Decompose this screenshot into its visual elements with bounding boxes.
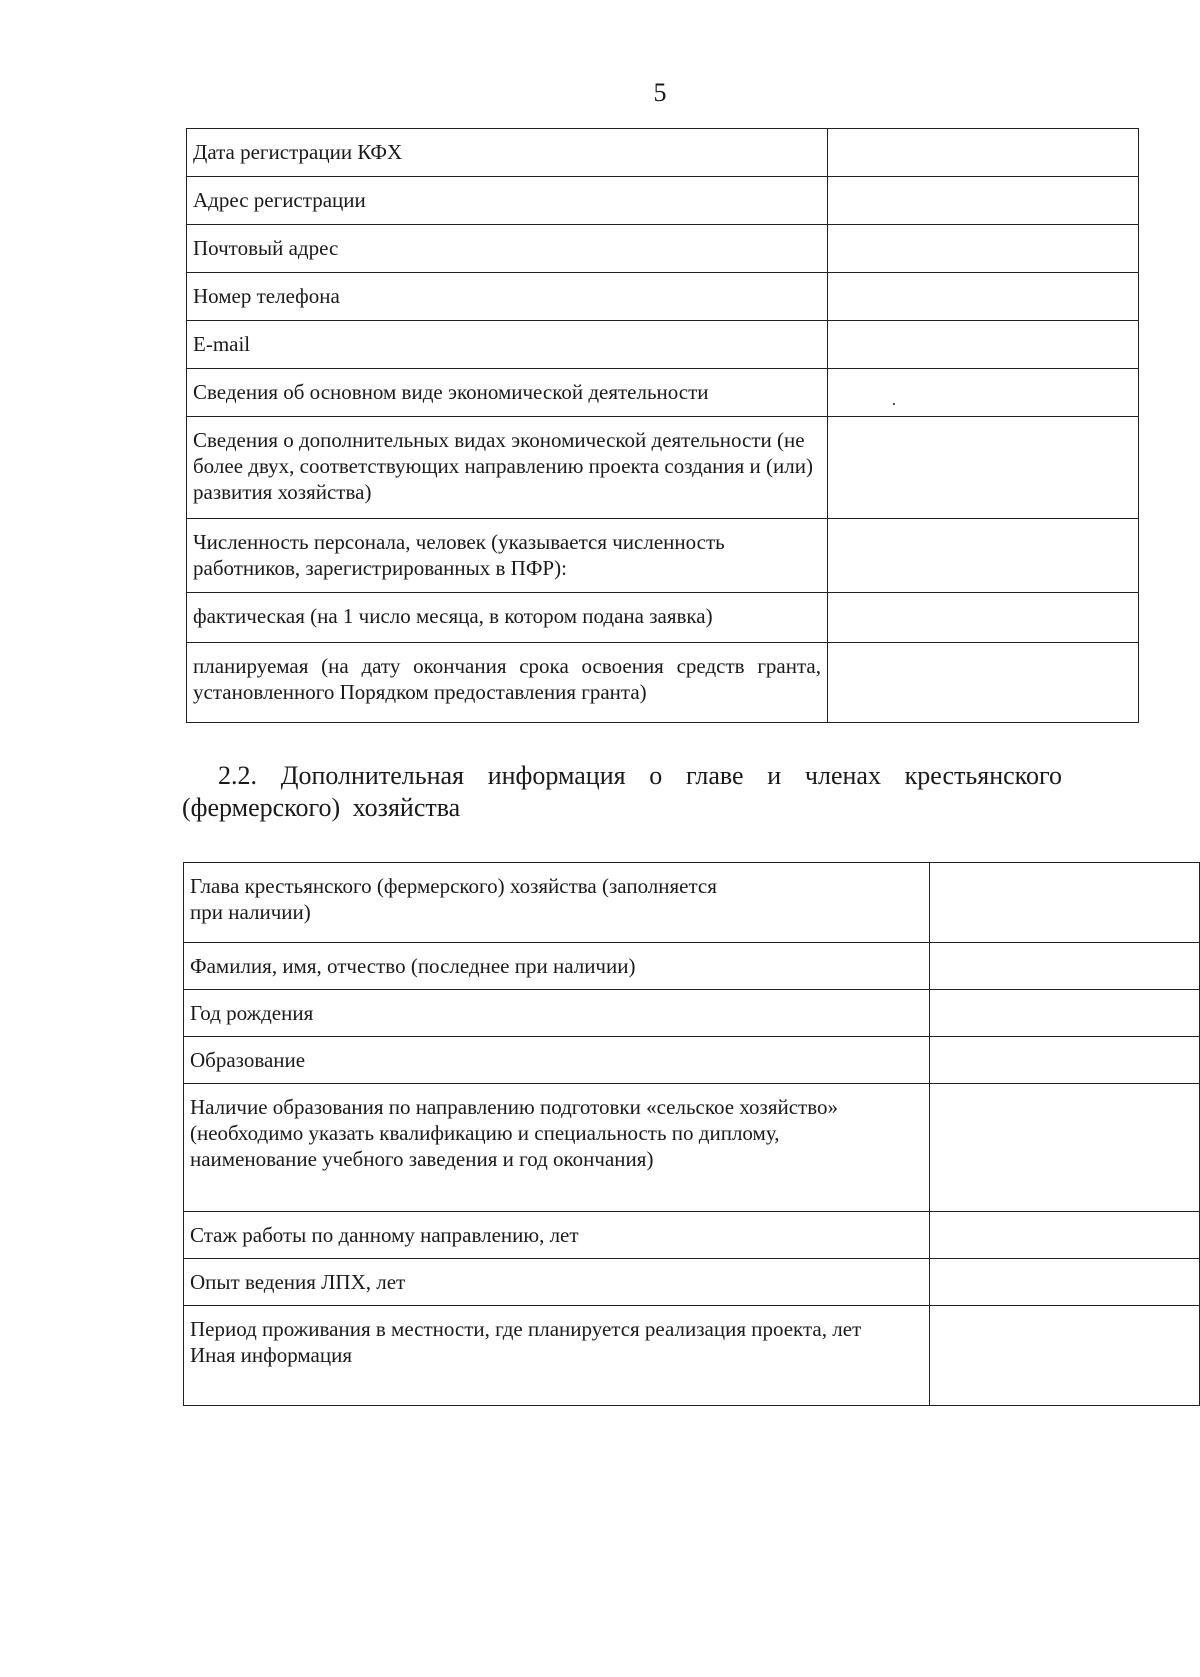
row-label-agri-education: Наличие образования по направлению подготовки «сельское хозяйство» (необходимо указать квалификацию и специальность по диплому, наименование учебного заведения и год окончания) (184, 1084, 930, 1212)
row-label-phone: Номер телефона (187, 273, 828, 321)
row-label-education: Образование (184, 1037, 930, 1084)
table-row (187, 129, 1139, 177)
row-value-registration-date[interactable] (828, 129, 1139, 177)
table-row (187, 593, 1139, 643)
table-row (184, 1084, 1200, 1212)
row-value-full-name[interactable] (930, 943, 1200, 990)
row-label-residence-period (184, 1306, 930, 1406)
row-value-staff-count[interactable] (828, 519, 1139, 593)
table-row (184, 943, 1200, 990)
section-heading-line2: (фермерского) хозяйства (182, 793, 461, 822)
table-row (187, 321, 1139, 369)
table-row (184, 1212, 1200, 1259)
table-row (184, 863, 1200, 943)
row-value-lph-experience[interactable] (930, 1259, 1200, 1306)
table-row (187, 643, 1139, 723)
row-label-work-experience: Стаж работы по данному направлению, лет (184, 1212, 930, 1259)
row-value-staff-planned[interactable] (828, 643, 1139, 723)
row-value-agri-education[interactable] (930, 1084, 1200, 1212)
table-row (184, 1037, 1200, 1084)
row-value-work-experience[interactable] (930, 1212, 1200, 1259)
table-row (187, 225, 1139, 273)
row-label-staff-planned: планируемая (на дату окончания срока освоения средств гранта, установленного Порядком предоставления гранта) (187, 643, 828, 723)
row-value-birth-year[interactable] (930, 990, 1200, 1037)
table-row (187, 519, 1139, 593)
row-label-additional-activities: Сведения о дополнительных видах экономической деятельности (не более двух, соответствующих направлению проекта создания и (или) развития хозяйства) (187, 417, 828, 519)
row-label-lph-experience: Опыт ведения ЛПХ, лет (184, 1259, 930, 1306)
table-row (187, 177, 1139, 225)
scan-speck (893, 403, 895, 405)
row-label-email: E-mail (187, 321, 828, 369)
farm-head-table (183, 862, 1200, 1406)
row-value-postal-address[interactable] (828, 225, 1139, 273)
kfh-info-table (186, 128, 1139, 723)
section-heading (182, 760, 1062, 824)
row-value-education[interactable] (930, 1037, 1200, 1084)
page-number: 5 (653, 78, 667, 107)
section-heading-line1: 2.2. Дополнительная информация о главе и членах крестьянского (218, 761, 1062, 790)
row-label-registration-date: Дата регистрации КФХ (187, 129, 828, 177)
row-label-registration-address: Адрес регистрации (187, 177, 828, 225)
row-value-registration-address[interactable] (828, 177, 1139, 225)
table-row (187, 273, 1139, 321)
other-info-text: Иная информация (190, 1343, 353, 1367)
row-value-staff-actual[interactable] (828, 593, 1139, 643)
row-label-full-name: Фамилия, имя, отчество (последнее при наличии) (184, 943, 930, 990)
row-label-birth-year: Год рождения (184, 990, 930, 1037)
table-row (184, 990, 1200, 1037)
row-label-farm-head: Глава крестьянского (фермерского) хозяйства (заполняется при наличии) (184, 863, 930, 943)
table-row (184, 1306, 1200, 1406)
table-row (184, 1259, 1200, 1306)
row-label-postal-address: Почтовый адрес (187, 225, 828, 273)
row-label-staff-count: Численность персонала, человек (указывается численность работников, зарегистрированных в ПФР): (187, 519, 828, 593)
row-value-main-activity[interactable] (828, 369, 1139, 417)
row-value-residence-period[interactable] (930, 1306, 1200, 1406)
row-label-main-activity: Сведения об основном виде экономической деятельности (187, 369, 828, 417)
row-value-phone[interactable] (828, 273, 1139, 321)
row-value-additional-activities[interactable] (828, 417, 1139, 519)
row-value-farm-head[interactable] (930, 863, 1200, 943)
row-label-staff-actual: фактическая (на 1 число месяца, в котором подана заявка) (187, 593, 828, 643)
row-value-email[interactable] (828, 321, 1139, 369)
table-row (187, 369, 1139, 417)
residence-period-text: Период проживания в местности, где планируется реализация проекта, лет (190, 1317, 862, 1341)
table-row (187, 417, 1139, 519)
